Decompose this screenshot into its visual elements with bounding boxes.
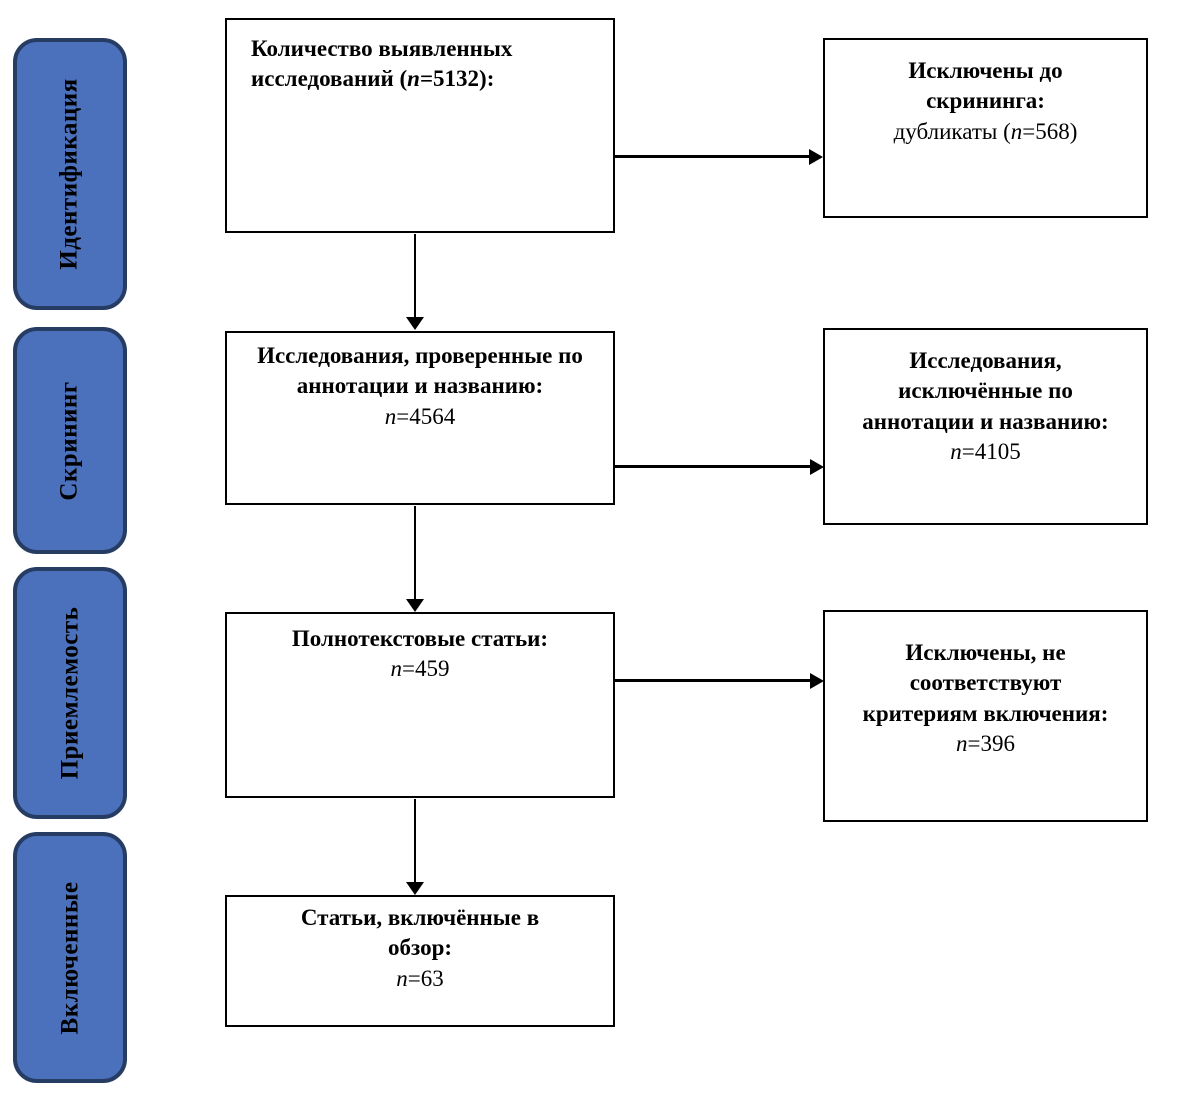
included-articles-title: Статьи, включённые в обзор: <box>300 905 540 961</box>
arrow-down-identified-to-screened-line <box>414 234 416 318</box>
excluded-before-screening-title: Исключены до скрининга: <box>908 58 1063 114</box>
fulltext-articles-title: Полнотекстовые статьи: <box>291 626 549 651</box>
box-excluded-by-abstract <box>823 328 1148 525</box>
stage-eligibility-label: Приемлемость <box>56 606 84 780</box>
n-symbol: n <box>1010 118 1023 144</box>
box-excluded-before-screening <box>823 38 1148 218</box>
stage-screening <box>13 327 127 554</box>
arrow-down-fulltext-to-included-head-icon <box>406 882 424 895</box>
arrow-right-fulltext-to-excluded-head-icon <box>810 673 824 689</box>
n-symbol: n <box>956 731 968 757</box>
stage-eligibility <box>13 567 127 819</box>
box-fulltext-articles <box>225 612 615 798</box>
arrow-right-identified-to-excluded-head-icon <box>809 149 823 165</box>
identified-studies-title: Количество выявленных исследований (n=5132): <box>251 36 513 92</box>
screened-studies-count: n=4564 <box>384 403 456 429</box>
n-symbol: n <box>950 439 962 465</box>
n-symbol: n <box>396 965 408 991</box>
n-symbol: n <box>384 403 397 429</box>
excluded-by-criteria-count: n=396 <box>956 731 1015 757</box>
excluded-before-screening-detail: дубликаты (n=568) <box>893 118 1078 144</box>
box-excluded-by-criteria <box>823 610 1148 822</box>
box-screened-studies <box>225 331 615 505</box>
stage-included-label: Включенные <box>56 881 84 1034</box>
arrow-down-screened-to-fulltext-line <box>414 506 416 600</box>
stage-identification-label: Идентификация <box>56 78 83 270</box>
arrow-down-identified-to-screened-head-icon <box>406 317 424 330</box>
fulltext-articles-count: n=459 <box>390 656 450 682</box>
stage-identification <box>13 38 127 310</box>
arrow-right-identified-to-excluded-line <box>615 155 810 158</box>
box-included-articles <box>225 895 615 1027</box>
excluded-by-abstract-count: n=4105 <box>950 439 1021 465</box>
stage-screening-label: Скрининг <box>56 380 83 501</box>
arrow-down-screened-to-fulltext-head-icon <box>406 599 424 612</box>
arrow-down-fulltext-to-included-line <box>414 799 416 883</box>
excluded-by-criteria-title: Исключены, не соответствуют критериям включения: <box>862 640 1109 726</box>
arrow-right-fulltext-to-excluded-line <box>613 679 811 682</box>
arrow-right-screened-to-excluded-line <box>613 465 811 468</box>
screened-studies-title: Исследования, проверенные по аннотации и названию: <box>257 343 583 399</box>
included-articles-count: n=63 <box>396 965 444 991</box>
stage-included <box>13 832 127 1083</box>
n-symbol: n <box>407 66 420 92</box>
box-identified-studies <box>225 18 615 233</box>
arrow-right-screened-to-excluded-head-icon <box>810 459 824 475</box>
excluded-by-abstract-title: Исследования, исключённые по аннотации и названию: <box>862 348 1109 434</box>
n-symbol: n <box>390 656 402 682</box>
